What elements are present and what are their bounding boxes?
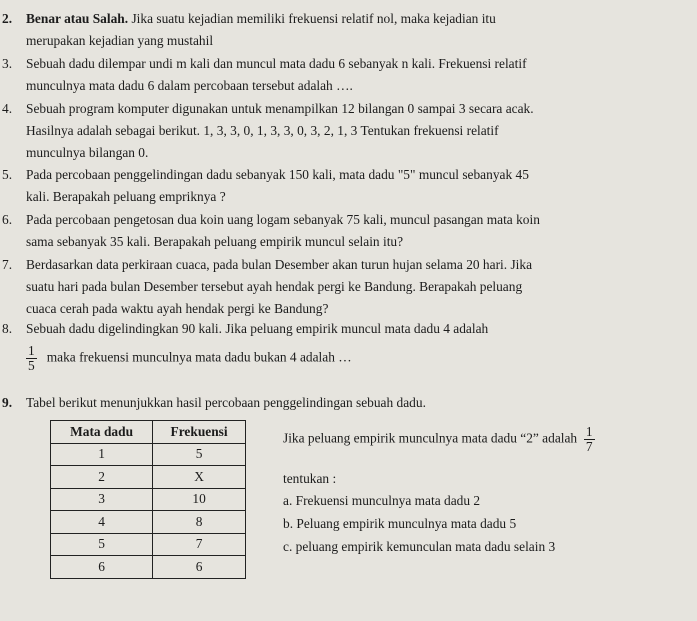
question-text: maka frekuensi munculnya mata dadu bukan 4 adalah … bbox=[46, 349, 352, 365]
q9-prompt bbox=[283, 425, 595, 454]
table-row: 4 8 bbox=[51, 511, 246, 534]
question-text: Hasilnya adalah sebagai berikut. 1, 3, 3, 0, 1, 3, 3, 0, 3, 2, 1, 3 Tentukan frekuensi relatif bbox=[26, 123, 499, 138]
q9-item-c: c. peluang empirik kemunculan mata dadu selain 3 bbox=[283, 539, 556, 554]
question-text: suatu hari pada bulan Desember tersebut ayah hendak pergi ke Bandung. Berapakah peluang bbox=[26, 279, 523, 294]
question-text: sama sebanyak 35 kali. Berapakah peluang empirik muncul selain itu? bbox=[26, 234, 404, 249]
question-text: Sebuah program komputer digunakan untuk menampilkan 12 bilangan 0 sampai 3 secara acak. bbox=[26, 101, 534, 116]
question-number: 4. bbox=[2, 101, 13, 116]
q9-text: Jika peluang empirik munculnya mata dadu “2” adalah bbox=[283, 430, 578, 446]
table-row: 5 7 bbox=[51, 533, 246, 556]
table-row: 2 X bbox=[51, 466, 246, 489]
question-text: merupakan kejadian yang mustahil bbox=[26, 33, 214, 48]
question-text: munculnya mata dadu 6 dalam percobaan tersebut adalah …. bbox=[26, 78, 353, 93]
table-row: 3 10 bbox=[51, 488, 246, 511]
question-number: 7. bbox=[2, 257, 13, 272]
question-number: 3. bbox=[2, 56, 13, 71]
fraction-one-fifth: $\frac{1}{5}$ bbox=[28, 343, 35, 373]
table-header: Mata dadu bbox=[51, 421, 153, 444]
question-text: Berdasarkan data perkiraan cuaca, pada bulan Desember akan turun hujan selama 20 hari. Jika bbox=[26, 257, 533, 272]
question-number: 8. bbox=[2, 321, 13, 336]
question-number: 6. bbox=[2, 212, 13, 227]
q9-item-b: b. Peluang empirik munculnya mata dadu 5 bbox=[283, 516, 517, 531]
question-lead: Benar atau Salah. bbox=[26, 11, 129, 26]
question-text: Jika suatu kejadian memiliki frekuensi relatif nol, maka kejadian itu bbox=[131, 11, 496, 26]
question-text: kali. Berapakah peluang empriknya ? bbox=[26, 189, 226, 204]
q9-item-a: a. Frekuensi munculnya mata dadu 2 bbox=[283, 493, 481, 508]
question-number: 2. bbox=[2, 11, 13, 26]
question-text: Tabel berikut menunjukkan hasil percobaan penggelindingan sebuah dadu. bbox=[26, 395, 426, 410]
question-text: Pada percobaan pengetosan dua koin uang logam sebanyak 75 kali, muncul pasangan mata koin bbox=[26, 212, 540, 227]
question-text: Sebuah dadu dilempar undi m kali dan muncul mata dadu 6 sebanyak n kali. Frekuensi relatif bbox=[26, 56, 527, 71]
question-text: Pada percobaan penggelindingan dadu sebanyak 150 kali, mata dadu "5" muncul sebanyak 45 bbox=[26, 167, 529, 182]
question-text: munculnya bilangan 0. bbox=[26, 145, 149, 160]
table-row: 1 5 bbox=[51, 443, 246, 466]
frequency-table bbox=[50, 420, 246, 579]
fraction-one-seventh: $\frac{1}{7}$ bbox=[585, 424, 593, 454]
question-text: Sebuah dadu digelindingkan 90 kali. Jika peluang empirik muncul mata dadu 4 adalah bbox=[26, 321, 489, 336]
table-row: 6 6 bbox=[51, 556, 246, 579]
question-number: 5. bbox=[2, 167, 13, 182]
question-number: 9. bbox=[2, 395, 13, 410]
table-header: Frekuensi bbox=[153, 421, 246, 444]
q9-tentukan: tentukan : bbox=[283, 471, 337, 486]
question-text: cuaca cerah pada waktu ayah hendak pergi ke Bandung? bbox=[26, 301, 329, 316]
